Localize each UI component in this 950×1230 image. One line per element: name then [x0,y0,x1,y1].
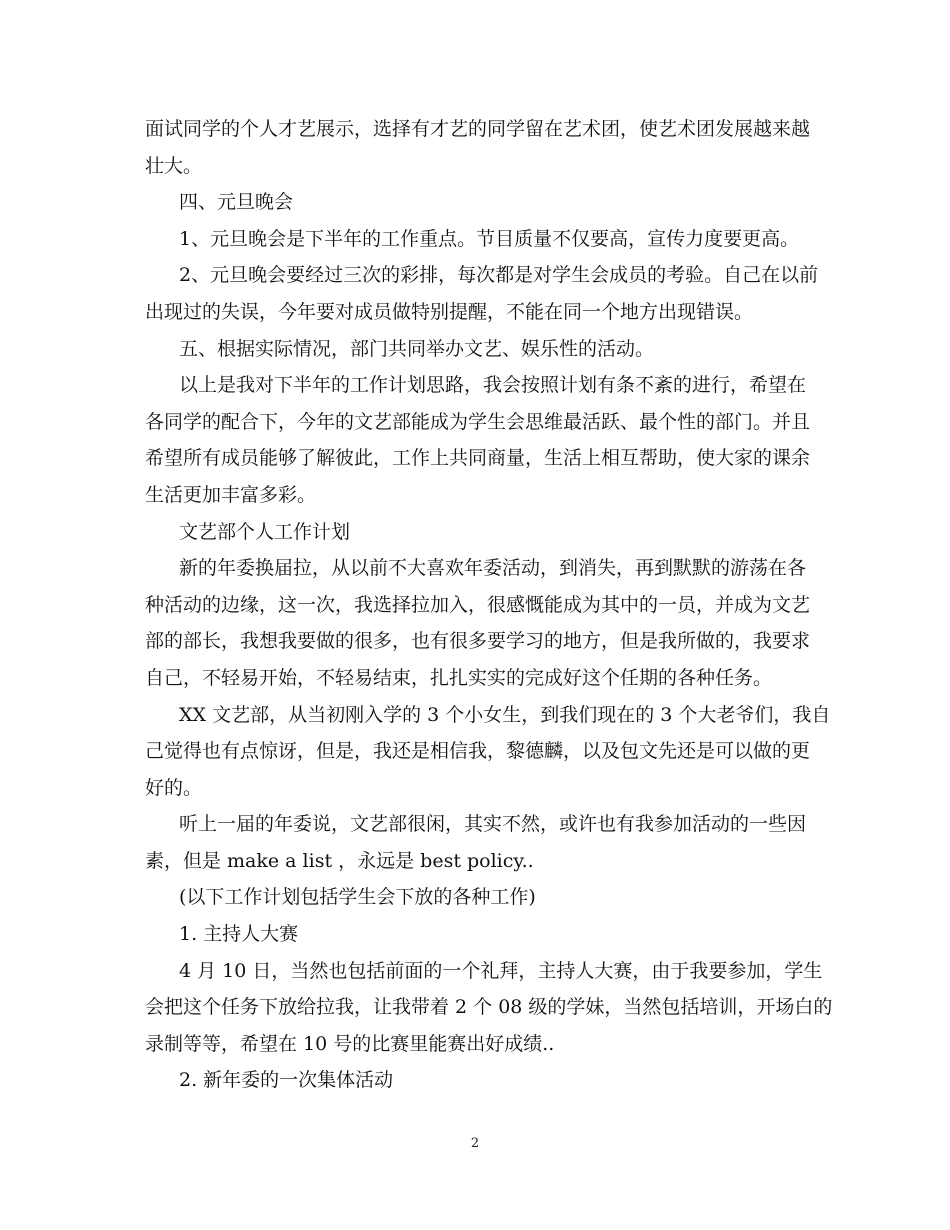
text-line: 部的部长，我想我要做的很多，也有很多要学习的地方，但是我所做的，我要求 [145,630,811,653]
text-line: 自己，不轻易开始，不轻易结束，扎扎实实的完成好这个任期的各种任务。 [145,666,773,689]
text-line: 己觉得也有点惊讶，但是，我还是相信我，黎德麟，以及包文先还是可以做的更 [145,740,811,763]
text-line: 听上一届的年委说，文艺部很闲，其实不然，或许也有我参加活动的一些因 [179,813,807,836]
page-number: 2 [470,1136,480,1151]
text-line: 希望所有成员能够了解彼此，工作上共同商量，生活上相互帮助，使大家的课余 [145,447,811,470]
text-line: 壮大。 [145,154,203,177]
text-line: 以上是我对下半年的工作计划思路，我会按照计划有条不紊的进行，希望在 [179,374,807,397]
document-subtitle: 文艺部个人工作计划 [179,520,351,543]
text-line: 生活更加丰富多彩。 [145,483,317,506]
text-line: 新的年委换届拉，从以前不大喜欢年委活动，到消失，再到默默的游荡在各 [179,557,807,580]
text-line: (以下工作计划包括学生会下放的各种工作) [179,886,536,909]
section-heading: 五、根据实际情况，部门共同举办文艺、娱乐性的活动。 [179,337,655,360]
text-line: 4 月 10 日，当然也包括前面的一个礼拜，主持人大赛，由于我要参加，学生 [179,959,823,982]
text-line: 1、元旦晚会是下半年的工作重点。节目质量不仅要高，宣传力度要更高。 [179,227,800,250]
text-line: 种活动的边缘，这一次，我选择拉加入，很感慨能成为其中的一员，并成为文艺 [145,593,811,616]
text-line: 面试同学的个人才艺展示，选择有才艺的同学留在艺术团，使艺术团发展越来越 [145,118,811,140]
text-line: 各同学的配合下，今年的文艺部能成为学生会思维最活跃、最个性的部门。并且 [145,410,811,433]
text-line: 会把这个任务下放给拉我，让我带着 2 个 08 级的学妹，当然包括培训，开场白的 [145,996,833,1019]
list-item-heading: 1. 主持人大赛 [179,923,299,946]
text-line: 好的。 [145,776,203,799]
text-line: 2、元旦晚会要经过三次的彩排，每次都是对学生会成员的考验。自己在以前 [179,264,819,287]
section-heading: 四、元旦晚会 [179,191,294,214]
text-line: 录制等等，希望在 10 号的比赛里能赛出好成绩.. [145,1032,555,1055]
text-line: 出现过的失误，今年要对成员做特别提醒，不能在同一个地方出现错误。 [145,300,754,323]
text-line: XX 文艺部，从当初刚入学的 3 个小女生，到我们现在的 3 个大老爷们，我自 [179,703,831,726]
list-item-heading: 2. 新年委的一次集体活动 [179,1069,394,1092]
document-body [145,111,833,1099]
text-line: 素，但是 make a list ，永远是 best policy.. [145,849,534,872]
